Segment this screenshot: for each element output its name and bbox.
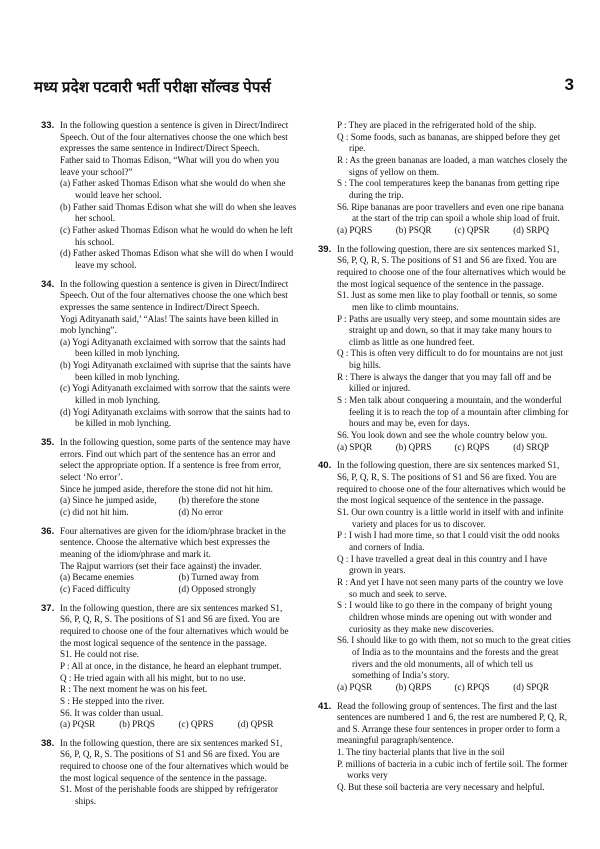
sentence-item: P : All at once, in the distance, he heard an elephant trumpet.	[60, 660, 282, 671]
question-stem-line: The Rajput warriors (set their face against) the invader.	[60, 560, 262, 571]
question-38	[41, 738, 297, 808]
header-title: मध्य प्रदेश पटवारी भर्ती परीक्षा सॉल्वड पेपर्स	[34, 80, 271, 96]
sentence-item: Q : Some foods, such as bananas, are shipped before they get ripe.	[337, 131, 561, 154]
question-40	[318, 460, 572, 693]
answer-option: (a) PQRS	[337, 224, 373, 235]
question-41	[318, 701, 572, 794]
question-stem-line: Yogi Adityanath said,’ “Alas! The saints have been killed in	[60, 313, 279, 324]
sentence-item: S1. Our own country is a little world in itself with and infinite variety and places for us to discover.	[337, 507, 564, 529]
question-stem-line: S6, P, Q, R, S. The positions of S1 and S6 are fixed. You are	[60, 749, 280, 760]
sentence-item: S6. You look down and see the whole country below you.	[337, 430, 548, 441]
answer-option: (c) QPSR	[454, 224, 490, 235]
answer-option: (b) Father said Thomas Edison what she will do when she leaves her school.	[60, 201, 297, 224]
answer-option: (a) PQSR	[60, 719, 96, 730]
question-37	[41, 603, 297, 731]
answer-option: (c) RQPS	[454, 441, 490, 452]
question-stem-line: Read the following group of sentences. The first and the last	[337, 700, 558, 711]
question-stem-line: In the following question, some parts of the sentence may have	[60, 437, 291, 448]
question-number: 33.	[41, 120, 55, 131]
question-number: 37.	[41, 602, 55, 614]
question-stem-line: the most logical sequence of the sentence in the passage.	[337, 278, 544, 289]
question-stem-line: required to choose one of the four alternatives which would be	[337, 266, 566, 277]
answer-option: (d) Yogi Adityanath exclaims with sorrow that the saints had to be killed in mob lynching.	[60, 406, 291, 429]
sentence-item: P. millions of bacteria in a cubic inch of fertile soil. The former works very	[337, 758, 568, 781]
question-number: 34.	[41, 278, 55, 290]
answer-option: (d) Opposed strongly	[178, 583, 257, 594]
answer-options	[60, 495, 297, 518]
sentence-item: S : I would like to go there in the company of bright young children whose minds are opening out with wonder and curiosity as they make new discoveries.	[337, 600, 553, 634]
sentence-item: S : Men talk about conquering a mountain, and the wonderful feeling it is to reach the top of a mountain after climbing for hours and may be, even for days.	[337, 395, 569, 429]
answer-option: (c) RPQS	[454, 681, 490, 692]
answer-option: (c) Yogi Adityanath exclaimed with sorrow that the saints were killed in mob lynching.	[60, 383, 291, 406]
sentence-item: Q. But these soil bacteria are very necessary and helpful.	[337, 782, 545, 793]
question-stem-line: Since he jumped aside, therefore the stone did not hit him.	[60, 483, 273, 494]
sentence-item: Q : I have travelled a great deal in this country and I have grown in years.	[337, 553, 548, 576]
answer-option: (b) QPRS	[395, 441, 432, 452]
question-35	[41, 437, 297, 519]
question-34	[41, 279, 297, 431]
answer-option: (d) SPQR	[513, 681, 549, 692]
question-number: 35.	[41, 437, 55, 449]
answer-option: (b) PSQR	[395, 224, 432, 235]
sentence-item: R : There is always the danger that you may fall off and be killed or injured.	[337, 371, 552, 394]
question-stem-line: In the following question a sentence is given in Direct/Indirect	[60, 278, 289, 289]
answer-option: (c) QPRS	[178, 719, 214, 730]
answer-option: (c) did not hit him.	[60, 507, 129, 517]
sentence-item: P : I wish I had more time, so that I could visit the odd nooks and corners of India.	[337, 530, 560, 552]
answer-options	[337, 442, 572, 454]
question-38-continued	[318, 120, 572, 237]
sentence-item: S : He stepped into the river.	[60, 695, 165, 706]
answer-option: (b) therefore the stone	[178, 495, 260, 506]
answer-options	[60, 719, 297, 731]
answer-options	[60, 572, 297, 595]
answer-option: (d) SRQP	[513, 441, 549, 452]
question-stem-line: required to choose one of the four alternatives which would be	[337, 483, 566, 494]
sentence-item: 1. The tiny bacterial plants that live in the soil	[337, 747, 505, 758]
answer-option: (d) No error	[178, 507, 223, 517]
left-column	[41, 120, 297, 815]
question-stem-line: meaning of the idiom/phrase and mark it.	[60, 548, 211, 559]
sentence-item: R : And yet I have not seen many parts of the country we love so much and seek to serve.	[337, 576, 564, 599]
answer-option: (a) Father asked Thomas Edison what she would do when she would leave her school.	[60, 178, 286, 200]
answer-options	[337, 225, 572, 237]
question-36	[41, 526, 297, 596]
question-stem-line: errors. Find out which part of the sentence has an error and	[60, 448, 276, 459]
sentence-item: S1. Just as some men like to play football or tennis, so some men like to climb mountains.	[337, 290, 557, 312]
sentence-item: S6. It was colder than usual.	[60, 707, 164, 718]
question-number: 38.	[41, 737, 55, 749]
sentence-item: S1. He could not rise.	[60, 649, 140, 660]
answer-option: (a) Since he jumped aside,	[60, 495, 157, 506]
question-stem-line: Speech. Out of the four alternatives choose the one which best	[60, 290, 288, 301]
question-number: 36.	[41, 525, 55, 537]
question-stem-line: meaningful paragraph/sentence.	[337, 735, 454, 746]
question-stem-line: the most logical sequence of the sentence in the passage.	[60, 637, 267, 648]
question-stem-line: S6, P, Q, R, S. The positions of S1 and S6 are fixed. You are	[337, 472, 557, 483]
question-number: 39.	[318, 243, 332, 255]
question-stem-line: mob lynching”.	[60, 325, 117, 336]
question-stem-line: In the following question, there are six sentences marked S1,	[337, 243, 560, 254]
sentence-item: S : The cool temperatures keep the bananas from getting ripe during the trip.	[337, 178, 560, 200]
question-stem-line: sentence. Choose the alternative which best expresses the	[60, 537, 270, 548]
question-stem-line: required to choose one of the four alternatives which would be	[60, 761, 289, 772]
sentence-item: R : The next moment he was on his feet.	[60, 684, 208, 695]
answer-option: (c) Faced difficulty	[60, 583, 131, 594]
answer-option: (d) Father asked Thomas Edison what she will do when I would leave my school.	[60, 248, 294, 270]
question-stem-line: S6, P, Q, R, S. The positions of S1 and S6 are fixed. You are	[337, 255, 557, 266]
page-header	[34, 77, 574, 99]
answer-option: (c) Father asked Thomas Edison what he would do when he left his school.	[60, 224, 293, 247]
question-stem-line: Four alternatives are given for the idiom/phrase bracket in the	[60, 525, 286, 536]
sentence-item: P : Paths are usually very steep, and some mountain sides are straight up and down, so that it may take many hours to climb as little as one hundred feet.	[337, 313, 561, 347]
question-number: 41.	[318, 700, 332, 712]
page-number: 3	[564, 75, 574, 94]
answer-option: (b) Yogi Adityanath exclaimed with suprise that the saints have been killed in mob lynching.	[60, 360, 291, 382]
question-stem-line: the most logical sequence of the sentence in the passage.	[60, 772, 267, 783]
sentence-item: R : As the green bananas are loaded, a man watches closely the signs of yellow on them.	[337, 154, 568, 177]
question-33	[41, 120, 297, 272]
question-stem-line: select ‘No error’.	[60, 472, 123, 483]
answer-option: (d) QPSR	[237, 719, 274, 730]
question-stem-line: In the following question, there are six sentences marked S1,	[60, 737, 283, 748]
question-stem-line: select the appropriate option. If a sentence is free from error,	[60, 460, 282, 471]
question-stem-line: S6, P, Q, R, S. The positions of S1 and S6 are fixed. You are	[60, 614, 280, 625]
answer-option: (a) Yogi Adityanath exclaimed with sorrow that the saints had been killed in mob lynching.	[60, 336, 286, 359]
answer-option: (b) Turned away from	[178, 572, 259, 583]
answer-option: (d) SRPQ	[513, 224, 549, 235]
answer-option: (b) QRPS	[395, 681, 432, 692]
answer-option: (b) PRQS	[119, 719, 155, 730]
answer-options	[337, 682, 572, 694]
question-stem-line: and S. Arrange these four sentences in proper order to form a	[337, 723, 560, 734]
sentence-item: P : They are placed in the refrigerated hold of the ship.	[337, 120, 537, 130]
sentence-item: Q : This is often very difficult to do for mountains are not just big hills.	[337, 348, 563, 371]
question-stem-line: Speech. Out of the four alternatives choose the one which best	[60, 131, 288, 142]
sentence-item: S1. Most of the perishable foods are shipped by refrigerator ships.	[60, 784, 278, 807]
question-number: 40.	[318, 460, 332, 472]
answer-option: (a) PQSR	[337, 681, 373, 692]
question-39	[318, 244, 572, 454]
question-stem-line: expresses the same sentence in Indirect/Direct Speech.	[60, 301, 260, 312]
right-column	[318, 120, 572, 801]
question-stem-line: the most logical sequence of the sentence in the passage.	[337, 495, 544, 506]
question-stem-line: required to choose one of the four alternatives which would be	[60, 625, 289, 636]
answer-option: (a) SPQR	[337, 441, 373, 452]
question-stem-line: sentences are numbered 1 and 6, the rest are numbered P, Q, R,	[337, 712, 568, 723]
question-stem-line: leave your school?”	[60, 166, 133, 177]
question-stem-line: In the following question, there are six sentences marked S1,	[337, 460, 560, 471]
question-stem-line: In the following question, there are six sentences marked S1,	[60, 602, 283, 613]
sentence-item: Q : He tried again with all his might, but to no use.	[60, 672, 246, 683]
sentence-item: S6. Ripe bananas are poor travellers and even one ripe banana at the start of the trip can spoil a whole ship load of fruit.	[337, 201, 564, 224]
question-stem-line: Father said to Thomas Edison, “What will you do when you	[60, 154, 280, 165]
sentence-item: S6. I should like to go with them, not so much to the great cities of India as to the mountains and the forests and the great rivers and the old monuments, all of which tell us something of India’s story.	[337, 635, 571, 681]
question-stem-line: expresses the same sentence in Indirect/Direct Speech.	[60, 143, 260, 154]
question-stem-line: In the following question a sentence is given in Direct/Indirect	[60, 120, 289, 130]
answer-option: (a) Became enemies	[60, 572, 134, 583]
